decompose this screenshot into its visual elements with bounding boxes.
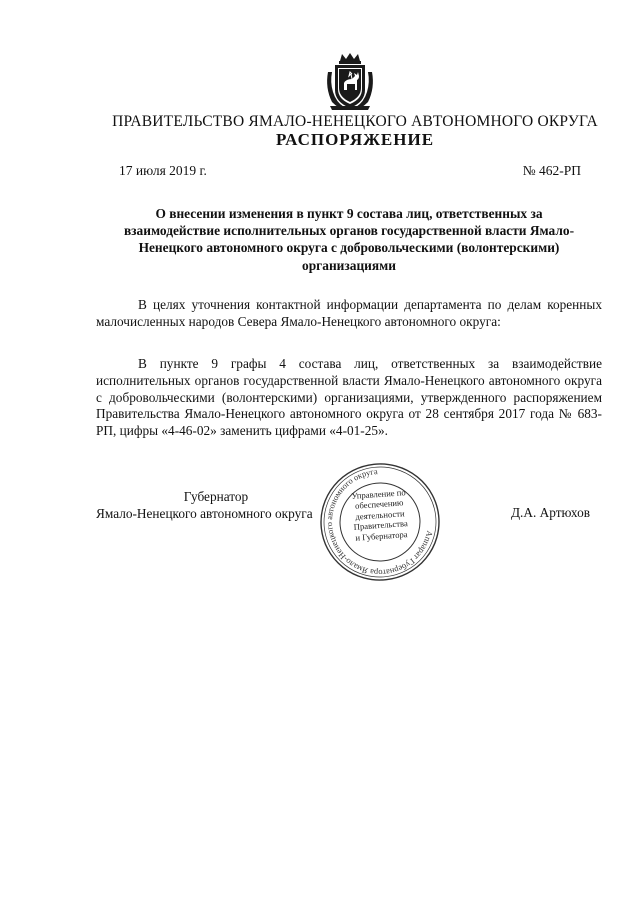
yamal-coat-of-arms-icon xyxy=(322,52,378,112)
signatory-name: Д.А. Артюхов xyxy=(510,505,590,520)
signatory-position-line-1: Губернатор xyxy=(183,489,249,504)
government-name: ПРАВИТЕЛЬСТВО ЯМАЛО-НЕНЕЦКОГО АВТОНОМНОГО ОКРУГА xyxy=(112,113,598,130)
signatory-position-line-2: Ямало-Ненецкого автономного округа xyxy=(96,506,313,521)
body-paragraph-2: В пункте 9 графы 4 состава лиц, ответственных за взаимодействие исполнительных органов государственной власти Ямало-Ненецкого автономного округа с добровольческими (волонтерскими) организациями, утвержденного распоряжением Правительства Ямало-Ненецкого автономного округа от 28 сентября 2017 года № 683-РП, цифры «4-46-02» заменить цифрами «4-01-25». xyxy=(96,356,602,439)
seal-center-line: Управление по xyxy=(351,487,406,501)
seal-ring-text: Аппарат Губернатора Ямало-Ненецкого автономного округа xyxy=(324,467,435,578)
seal-center-line: Правительства xyxy=(353,518,409,533)
document-number: № 462-РП xyxy=(522,163,581,178)
document-type: РАСПОРЯЖЕНИЕ xyxy=(275,130,435,149)
seal-center-line: обеспечению xyxy=(354,497,404,512)
document-date: 17 июля 2019 г. xyxy=(119,163,207,178)
seal-center-line: деятельности xyxy=(355,508,405,522)
document-title: О внесении изменения в пункт 9 состава лиц, ответственных за взаимодействие исполнительных органов государственной власти Ямало-Ненецкого автономного округа с добровольческими (волонтерскими) организациями xyxy=(123,206,575,273)
seal-center-line: и Губернатора xyxy=(355,528,408,543)
signatory-position xyxy=(96,488,322,522)
body-paragraph-1: В целях уточнения контактной информации департамента по делам коренных малочисленных народов Севера Ямало-Ненецкого автономного округа: xyxy=(96,297,602,329)
seal-center-text xyxy=(341,486,418,543)
